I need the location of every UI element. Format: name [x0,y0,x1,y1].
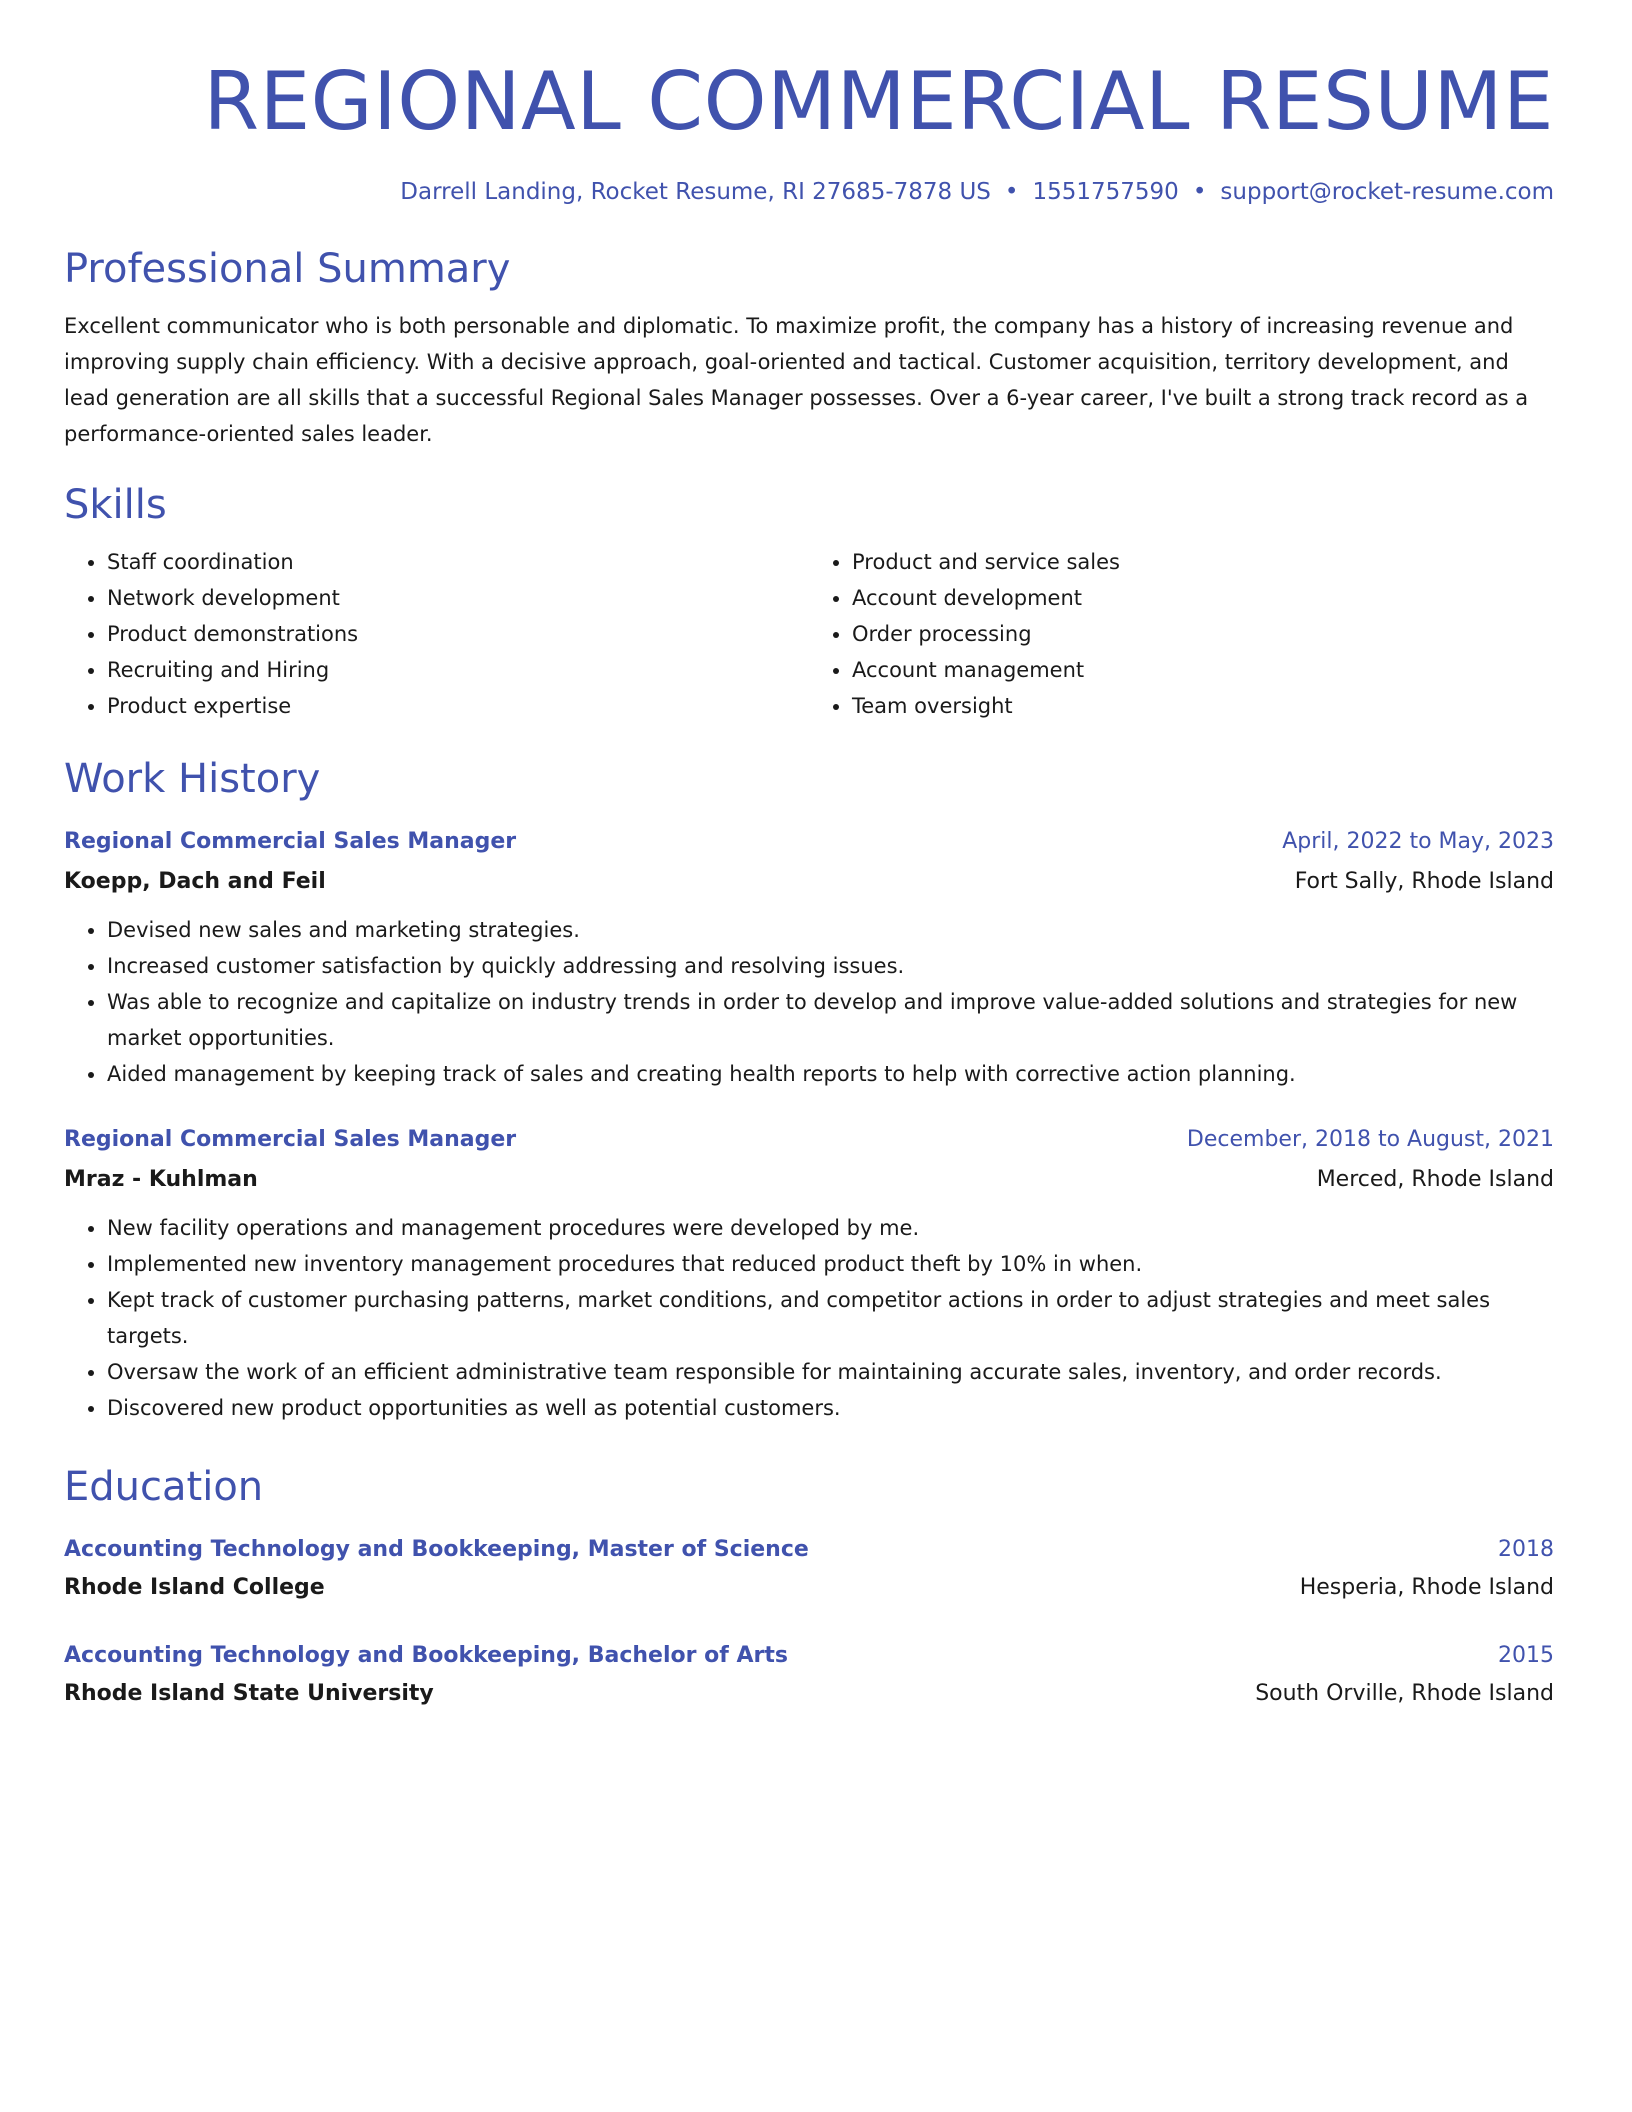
job-entry [64,824,1554,1092]
job-bullets [64,912,1554,1092]
skill-item: • Network development [107,580,809,616]
skill-item: • Account development [852,580,1554,616]
skill-item: • Account management [852,652,1554,688]
job-bullet: • Oversaw the work of an efficient administrative team responsible for maintaining accurate sales, inventory, and order records. [107,1354,1554,1390]
job-title: Regional Commercial Sales Manager [64,829,517,854]
education-degree: Accounting Technology and Bookkeeping, Master of Science [64,1537,809,1562]
contact-phone: 1551757590 [1032,179,1179,205]
contact-line [64,176,1554,208]
job-bullet: • Increased customer satisfaction by quickly addressing and resolving issues. [107,948,1554,984]
skills-column-left [64,544,809,724]
job-bullet: • Discovered new product opportunities as well as potential customers. [107,1390,1554,1426]
contact-address: Darrell Landing, Rocket Resume, RI 27685-7878 US [400,179,991,205]
skill-item: • Recruiting and Hiring [107,652,809,688]
education-heading: Education [64,1464,264,1510]
education-school: Rhode Island College [64,1575,325,1600]
work-history-heading: Work History [64,756,321,802]
job-dates: April, 2022 to May, 2023 [1282,829,1554,854]
resume-page [64,0,1554,1712]
job-company: Mraz - Kuhlman [64,1167,258,1192]
skill-item: • Team oversight [852,688,1554,724]
job-entry [64,1122,1554,1426]
skills-column-right [809,544,1554,724]
skill-item: • Product demonstrations [107,616,809,652]
skills-grid [64,544,1554,724]
education-degree: Accounting Technology and Bookkeeping, Bachelor of Arts [64,1643,788,1668]
job-location: Fort Sally, Rhode Island [1294,869,1554,894]
job-company: Koepp, Dach and Feil [64,869,326,894]
education-location: South Orville, Rhode Island [1255,1681,1554,1706]
summary-heading: Professional Summary [64,246,511,292]
job-dates: December, 2018 to August, 2021 [1186,1127,1554,1152]
skill-item: • Order processing [852,616,1554,652]
job-bullet: • Devised new sales and marketing strategies. [107,912,1554,948]
contact-email[interactable]: support@rocket-resume.com [1220,179,1554,205]
education-school: Rhode Island State University [64,1681,434,1706]
contact-separator: • [1192,179,1207,205]
skill-item: • Product expertise [107,688,809,724]
education-location: Hesperia, Rhode Island [1299,1575,1554,1600]
summary-text: Excellent communicator who is both personable and diplomatic. To maximize profit, the company has a history of increasing revenue and improving supply chain efficiency. With a decisive approach, goal-oriented and tactical. Customer acquisition, territory development, and lead generation are all skills that a successful Regional Sales Manager possesses. Over a 6-year career, I've built a strong track record as a performance-oriented sales leader. [64,314,1529,446]
contact-separator: • [1004,179,1019,205]
job-bullet: • Kept track of customer purchasing patterns, market conditions, and competitor actions in order to adjust strategies and meet sales targets. [107,1282,1554,1354]
skill-item: • Staff coordination [107,544,809,580]
education-year: 2015 [1498,1643,1554,1668]
job-bullet: • Was able to recognize and capitalize on industry trends in order to develop and improve value-added solutions and strategies for new market opportunities. [107,984,1554,1056]
education-entry [64,1532,1554,1606]
job-bullet: • Implemented new inventory management procedures that reduced product theft by 10% in when. [107,1246,1554,1282]
job-bullet: • New facility operations and management procedures were developed by me. [107,1210,1554,1246]
job-bullet: • Aided management by keeping track of sales and creating health reports to help with corrective action planning. [107,1056,1554,1092]
education-entry [64,1638,1554,1712]
job-location: Merced, Rhode Island [1316,1167,1554,1192]
education-year: 2018 [1498,1537,1554,1562]
job-title: Regional Commercial Sales Manager [64,1127,517,1152]
skill-item: • Product and service sales [852,544,1554,580]
job-bullets [64,1210,1554,1426]
skills-heading: Skills [64,482,167,528]
resume-title: REGIONAL COMMERCIAL RESUME [203,55,1554,148]
